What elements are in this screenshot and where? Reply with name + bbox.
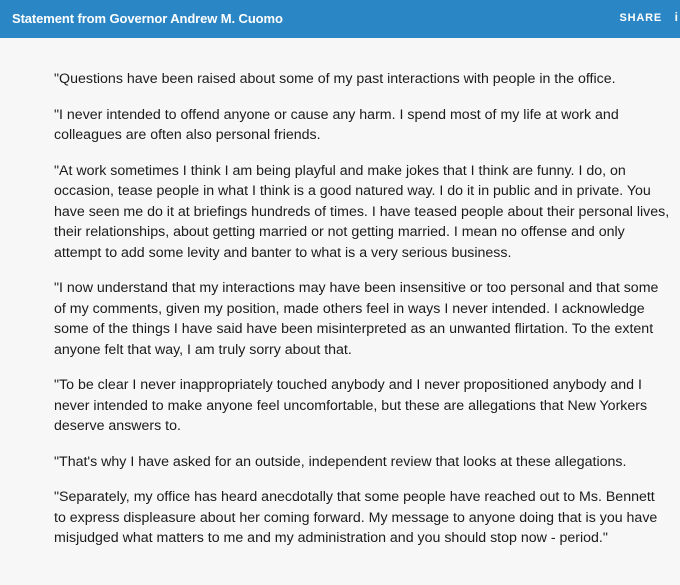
statement-body — [54, 69, 670, 564]
paragraph: "I now understand that my interactions may have been insensitive or too personal and that some of my comments, given my position, made others feel in ways I never intended. I acknowledge some of the things I have said have been misinterpreted as an unwanted flirtation. To the extent anyone felt that way, I am truly sorry about that. — [54, 280, 659, 358]
page-title: Statement from Governor Andrew M. Cuomo — [12, 11, 283, 26]
paragraph: "That's why I have asked for an outside, independent review that looks at these allegations. — [54, 453, 627, 470]
info-icon[interactable]: i — [674, 10, 678, 24]
paragraph: "Separately, my office has heard anecdotally that some people have reached out to Ms. Bennett to express displeasure about her coming forward. My message to anyone doing that is you have misjudged what matters to me and my administration and you should stop now - period." — [54, 489, 658, 546]
header-bar — [0, 0, 680, 38]
paragraph: "Questions have been raised about some of my past interactions with people in the office. — [54, 71, 616, 87]
paragraph: "At work sometimes I think I am being playful and make jokes that I think are funny. I do, on occasion, tease people in what I think is a good natured way. I do it in public and in private. You have seen me do it at briefings hundreds of times. I have teased people about their personal lives, their relationships, about getting married or not getting married. I mean no offense and only attempt to add some levity and banter to what is a very serious business. — [54, 162, 670, 261]
share-button[interactable]: SHARE — [619, 12, 662, 24]
paragraph: "To be clear I never inappropriately touched anybody and I never propositioned anybody and I never intended to make anyone feel uncomfortable, but these are allegations that New Yorkers deserve answers to. — [54, 377, 648, 434]
paragraph: "I never intended to offend anyone or cause any harm. I spend most of my life at work and colleagues are often also personal friends. — [54, 106, 619, 143]
